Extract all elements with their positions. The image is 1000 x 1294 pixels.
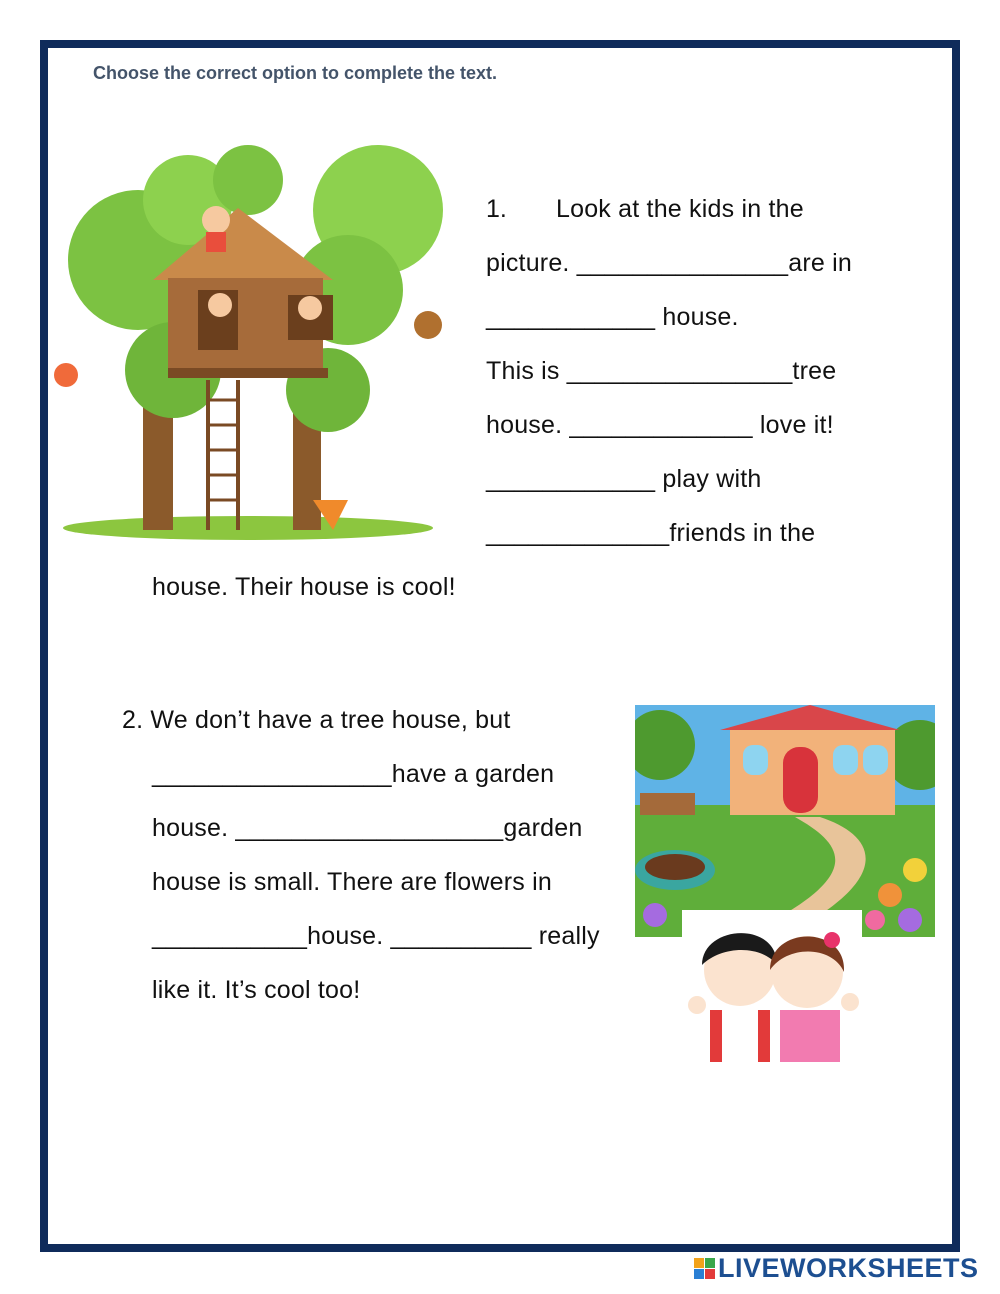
- liveworksheets-brand: LIVEWORKSHEETS: [718, 1253, 979, 1283]
- exercise1-line: Look at the kids in the: [556, 195, 804, 223]
- exercise2-line: house. ___________________garden: [152, 814, 583, 842]
- instruction-text: Choose the correct option to complete the text.: [93, 63, 498, 83]
- garden-house-illustration: [635, 705, 935, 937]
- exercise2-line: like it. It’s cool too!: [152, 976, 361, 1004]
- kids-thumbs-up-illustration: [682, 910, 862, 1062]
- exercise1-line: ____________ house.: [486, 303, 739, 331]
- exercise2-line: house is small. There are flowers in: [152, 868, 552, 896]
- exercise2-line: _________________have a garden: [152, 760, 555, 788]
- exercise1-line: ____________ play with: [486, 465, 762, 493]
- exercise2-line: ___________house. __________ really: [152, 922, 600, 950]
- exercise1-line: This is ________________tree: [486, 357, 837, 385]
- exercise1-line: house. _____________ love it!: [486, 411, 834, 439]
- liveworksheets-logo-icon: [694, 1258, 716, 1280]
- exercise1-line: _____________friends in the: [486, 519, 816, 547]
- treehouse-illustration: [48, 140, 473, 540]
- exercise1-line: picture. _______________are in: [486, 249, 853, 277]
- exercise1-number: 1.: [486, 195, 507, 223]
- exercise1-line: house. Their house is cool!: [152, 573, 456, 601]
- exercise2-line: 2. We don’t have a tree house, but: [122, 706, 511, 734]
